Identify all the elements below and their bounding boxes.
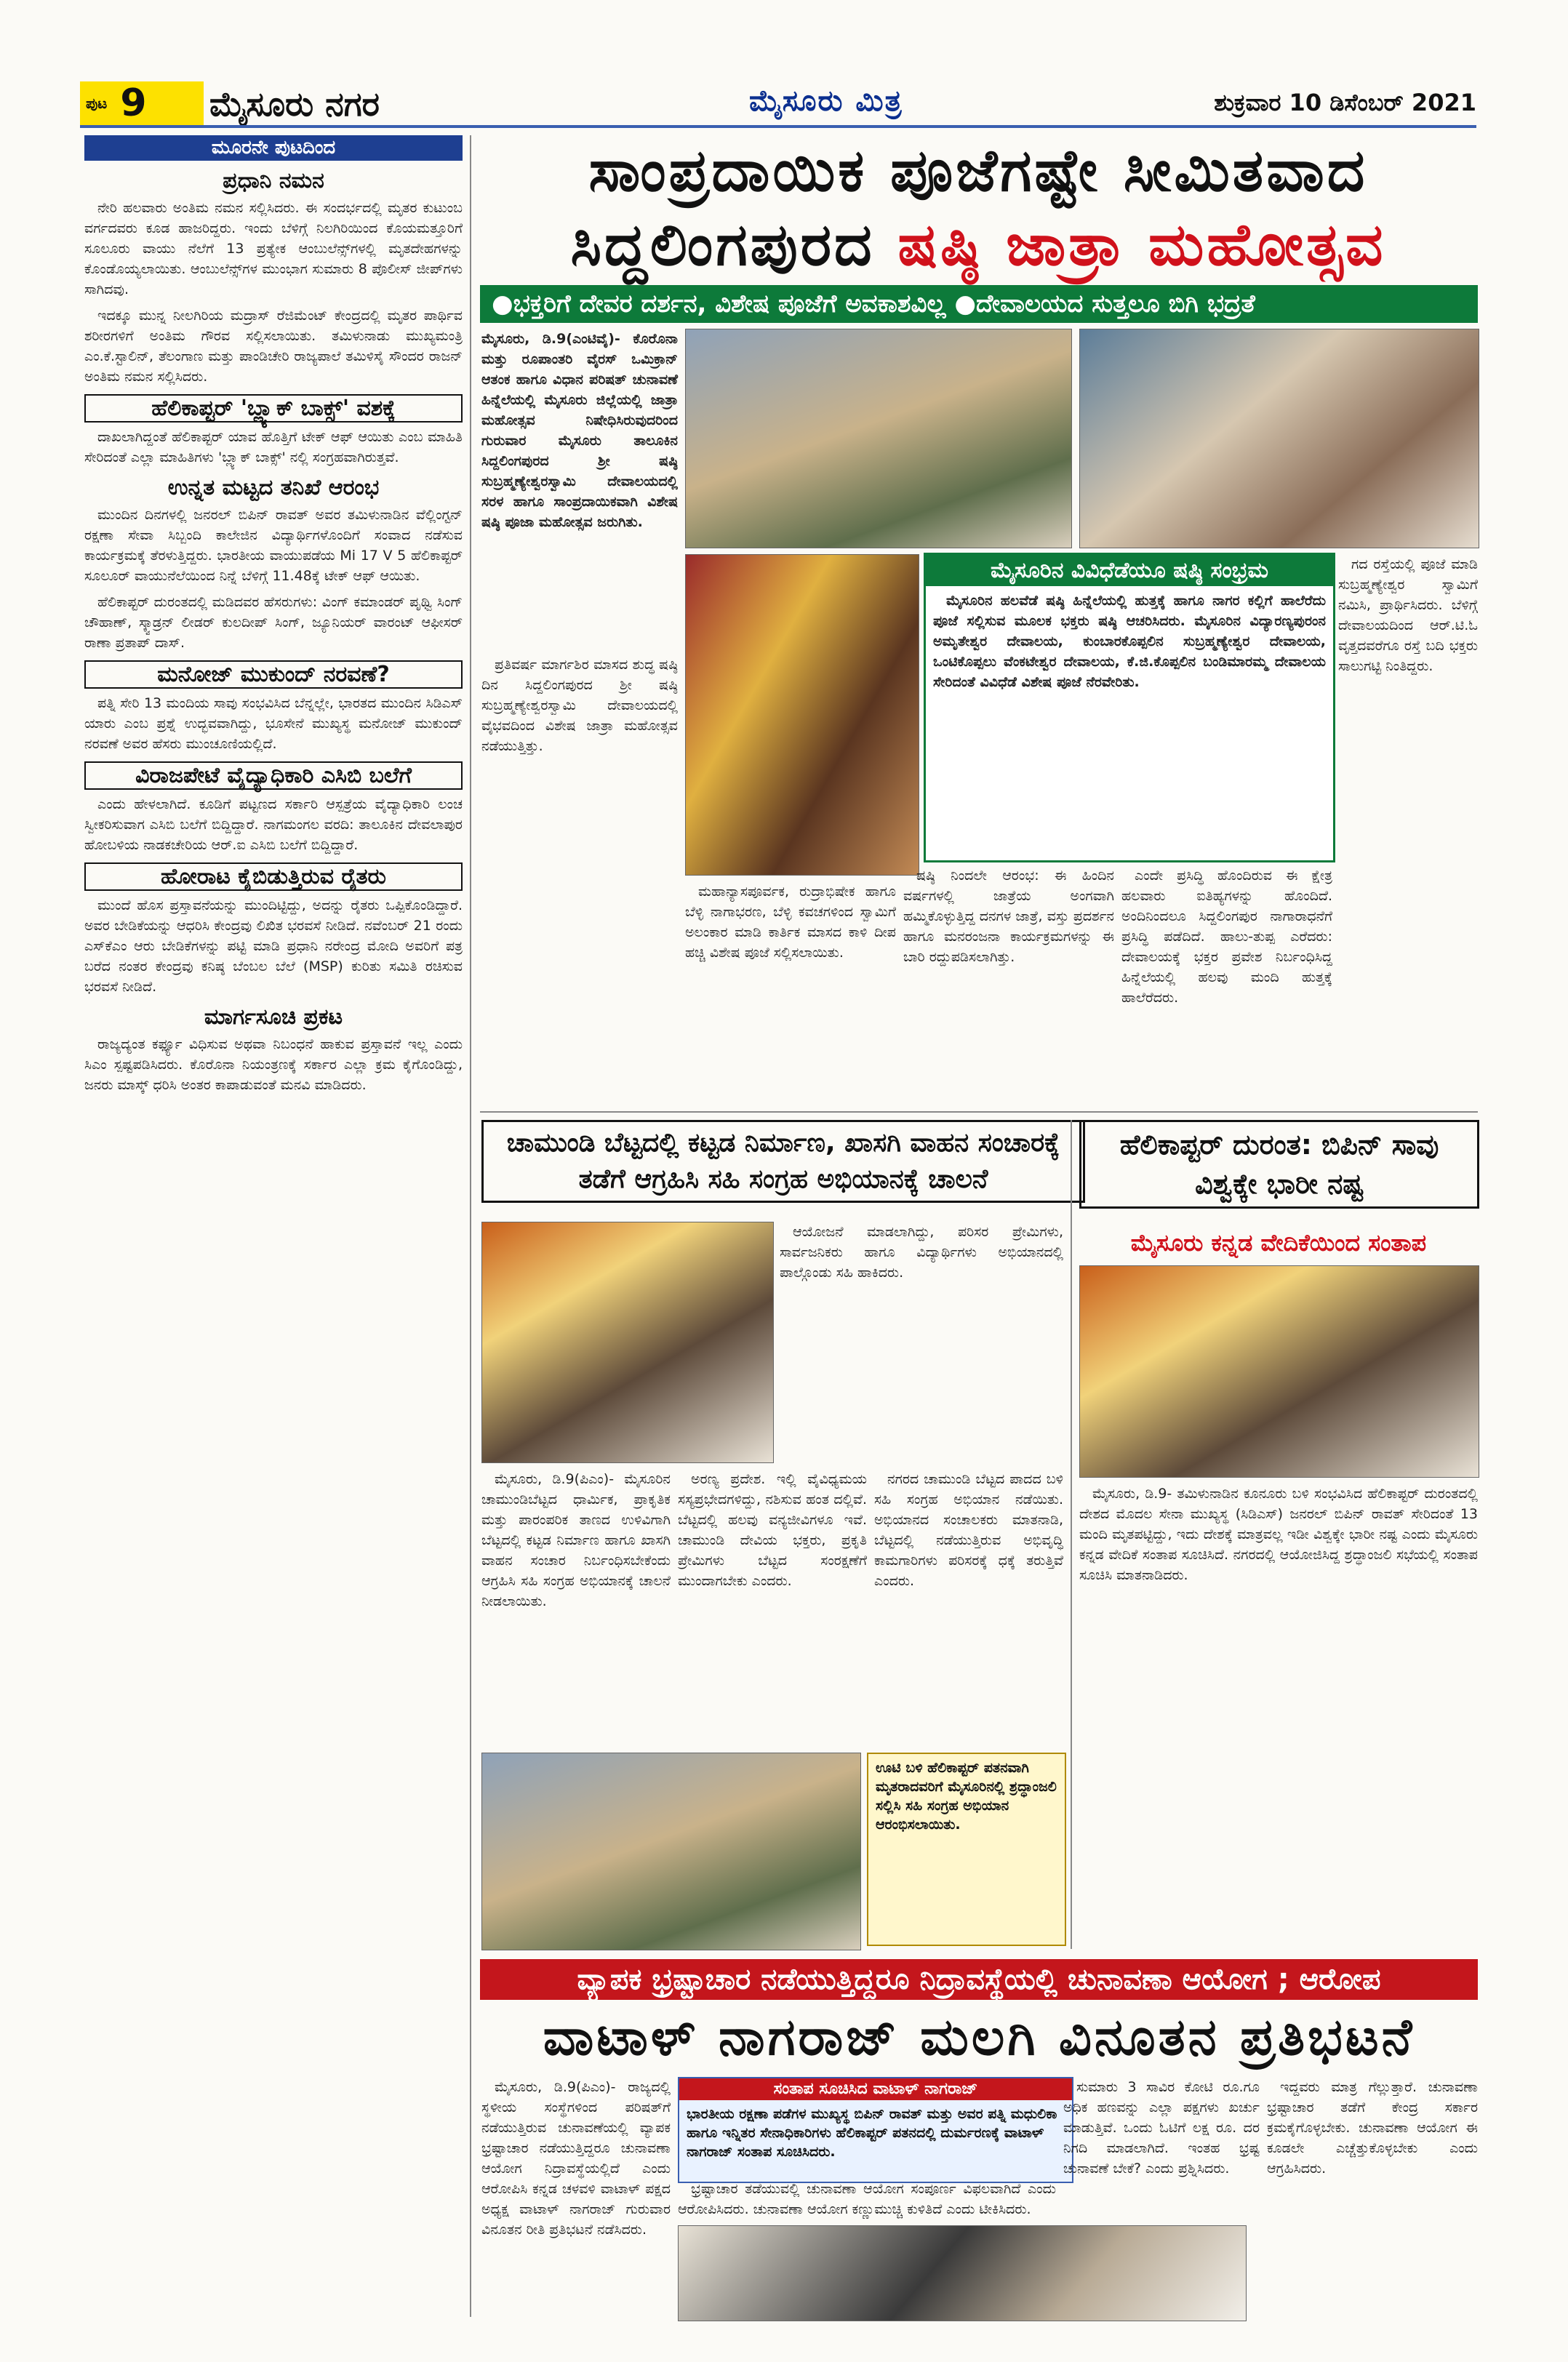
article-body xyxy=(84,895,463,997)
page-label: ಪುಟ xyxy=(86,95,108,112)
top-story-lead xyxy=(481,329,678,538)
paragraph: ಮೈಸೂರು, ಡಿ.9(ಪಿಎಂ)- ಮೈಸೂರಿನ ಚಾಮುಂಡಿಬೆಟ್ಟದ ಧಾರ್ಮಿಕ, ಪ್ರಾಕೃತಿಕ ಮತ್ತು ಪಾರಂಪರಿಕ ತಾಣದ ಉಳಿವಿಗಾಗಿ ಬೆಟ್ಟದಲ್ಲಿ ಕಟ್ಟಡ ನಿರ್ಮಾಣ ಹಾಗೂ ಖಾಸಗಿ ವಾಹನ ಸಂಚಾರ ನಿರ್ಬಂಧಿಸಬೇಕೆಂದು ಆಗ್ರಹಿಸಿ ಸಹಿ ಸಂಗ್ರಹ ಅಭಿಯಾನಕ್ಕೆ ಚಾಲನೆ ನೀಡಲಾಯಿತು. xyxy=(481,1471,671,1609)
chamundi-body-col2 xyxy=(481,1469,671,1745)
article-body xyxy=(84,794,463,855)
headline-plain-part: ಸಿದ್ದಲಿಂಗಪುರದ xyxy=(570,211,875,279)
article-head-black-box: ಹೆಲಿಕಾಪ್ಟರ್ 'ಬ್ಲ್ಯಾಕ್ ಬಾಕ್ಸ್' ವಶಕ್ಕೆ xyxy=(84,394,463,423)
top-story-body-col5 xyxy=(1338,554,1478,1107)
vatal-body-col1 xyxy=(481,2077,671,2317)
vatal-body-col2 xyxy=(678,2179,1056,2222)
column-divider xyxy=(470,135,471,2317)
top-story-body-col3 xyxy=(903,865,1114,1105)
paragraph: ಮೈಸೂರಿನ ಹಲವೆಡೆ ಷಷ್ಠಿ ಹಿನ್ನೆಲೆಯಲ್ಲಿ ಹುತ್ತಕ್ಕೆ ಹಾಗೂ ನಾಗರ ಕಲ್ಲಿಗೆ ಹಾಲೆರೆದು ಪೂಜೆ ಸಲ್ಲಿಸುವ ಮೂಲಕ ಭಕ್ತರು ಷಷ್ಠಿ ಆಚರಿಸಿದರು. ಮೈಸೂರಿನ ವಿದ್ಯಾರಣ್ಯಪುರಂನ ಅಮೃತೇಶ್ವರ ದೇವಾಲಯ, ಕುಂಬಾರಕೊಪ್ಪಲಿನ ಸುಬ್ರಹ್ಮಣ್ಯೇಶ್ವರ ದೇವಾಲಯ, ಒಂಟಿಕೊಪ್ಪಲು ವೆಂಕಟೇಶ್ವರ ದೇವಾಲಯ, ಕೆ.ಜಿ.ಕೊಪ್ಪಲಿನ ಬಂಡಿಮಾರಮ್ಮ ದೇವಾಲಯ ಸೇರಿದಂತೆ ವಿವಿಧೆಡೆ ವಿಶೇಷ ಪೂಜೆ ನೆರವೇರಿತು. xyxy=(933,593,1326,690)
section-name: ಮೈಸೂರು ನಗರ xyxy=(209,84,380,124)
paragraph: ಅರಣ್ಯ ಪ್ರದೇಶ. ಇಲ್ಲಿ ವೈವಿಧ್ಯಮಯ ಸಸ್ಯಪ್ರಭೇದಗಳಿದ್ದು, ನಶಿಸುವ ಹಂತ ದಲ್ಲಿವೆ. ಬೆಟ್ಟದಲ್ಲಿ ಹಲವು ವನ್ಯಜೀವಿಗಳೂ ಇವೆ. ಚಾಮುಂಡಿ ದೇವಿಯ ಭಕ್ತರು, ಪ್ರಕೃತಿ ಪ್ರೇಮಿಗಳು ಬೆಟ್ಟದ ಸಂರಕ್ಷಣೆಗೆ ಮುಂದಾಗಬೇಕು ಎಂದರು. xyxy=(678,1471,867,1589)
article-body xyxy=(84,693,463,754)
vatal-body-col4 xyxy=(1267,2077,1478,2317)
masthead: ಮೈಸೂರು ಮಿತ್ರ xyxy=(749,84,903,118)
shashti-inset-box xyxy=(924,553,1335,862)
continued-label: ಮೂರನೇ ಪುಟದಿಂದ xyxy=(84,135,463,161)
header-rule xyxy=(80,125,1476,128)
paragraph: ಷಷ್ಠಿ ನಿಂದಲೇ ಆರಂಭ: ಈ ಹಿಂದಿನ ವರ್ಷಗಳಲ್ಲಿ ಜಾತ್ರೆಯ ಅಂಗವಾಗಿ ಹಮ್ಮಿಕೊಳ್ಳುತ್ತಿದ್ದ ದನಗಳ ಜಾತ್ರೆ, ವಸ್ತು ಪ್ರದರ್ಶನ ಹಾಗೂ ಮನರಂಜನಾ ಕಾರ್ಯಕ್ರಮಗಳನ್ನು ಈ ಬಾರಿ ರದ್ದುಪಡಿಸಲಾಗಿತ್ತು. xyxy=(903,868,1114,965)
headline-red-part: ಷಷ್ಠಿ ಜಾತ್ರಾ ಮಹೋತ್ಸವ xyxy=(897,211,1386,279)
paragraph: ಗದ ರಸ್ತೆಯಲ್ಲಿ ಪೂಜೆ ಮಾಡಿ ಸುಬ್ರಹ್ಮಣ್ಯೇಶ್ವರ ಸ್ವಾಮಿಗೆ ನಮಿಸಿ, ಪ್ರಾರ್ಥಿಸಿದರು. ಬೆಳಿಗ್ಗೆ ದೇವಾಲಯದಿಂದ ಆರ್.ಟಿ.ಓ ವೃತ್ತದವರೆಗೂ ರಸ್ತೆ ಬದಿ ಭಕ್ತರು ಸಾಲುಗಟ್ಟಿ ನಿಂತಿದ್ದರು. xyxy=(1338,556,1478,674)
paragraph: ಭ್ರಷ್ಟಾಚಾರ ತಡೆಯುವಲ್ಲಿ ಚುನಾವಣಾ ಆಯೋಗ ಸಂಪೂರ್ಣ ವಿಫಲವಾಗಿದೆ ಎಂದು ಆರೋಪಿಸಿದರು. ಚುನಾವಣಾ ಆಯೋಗ ಕಣ್ಣುಮುಚ್ಚಿ ಕುಳಿತಿದೆ ಎಂದು ಟೀಕಿಸಿದರು. xyxy=(678,2181,1056,2217)
dateline: ಶುಕ್ರವಾರ 10 ಡಿಸೆಂಬರ್ 2021 xyxy=(1214,89,1476,116)
top-story-headline-line1: ಸಾಂಪ್ರದಾಯಿಕ ಪೂಜೆಗಷ್ಟೇ ಸೀಮಿತವಾದ xyxy=(588,137,1368,204)
paragraph: ಎಂದೇ ಪ್ರಸಿದ್ಧಿ ಹೊಂದಿರುವ ಈ ಕ್ಷೇತ್ರ ಹಲವಾರು ಐತಿಹ್ಯಗಳನ್ನು ಹೊಂದಿದೆ. ಅಂದಿನಿಂದಲೂ ಸಿದ್ದಲಿಂಗಪುರ ನಾಗಾರಾಧನೆಗೆ ಪ್ರಸಿದ್ಧಿ ಪಡೆದಿದೆ. ಹಾಲು-ತುಪ್ಪ ಎರೆದರು: ದೇವಾಲಯಕ್ಕೆ ಭಕ್ತರ ಪ್ರವೇಶ ನಿರ್ಬಂಧಿಸಿದ್ದ ಹಿನ್ನೆಲೆಯಲ್ಲಿ ಹಲವು ಮಂದಿ ಹುತ್ತಕ್ಕೆ ಹಾಲೆರೆದರು. xyxy=(1121,868,1332,1006)
signature-campaign-photo xyxy=(481,1222,774,1463)
tribute-photo-caption: ಊಟಿ ಬಳಿ ಹೆಲಿಕಾಪ್ಟರ್ ಪತನವಾಗಿ ಮೃತರಾದವರಿಗೆ ಮೈಸೂರಿನಲ್ಲಿ ಶ್ರದ್ಧಾಂಜಲಿ ಸಲ್ಲಿಸಿ ಸಹಿ ಸಂಗ್ರಹ ಅಭಿಯಾನ ಆರಂಭಿಸಲಾಯಿತು. xyxy=(867,1753,1066,1946)
paragraph: ರಾಜ್ಯದ್ಯಂತ ಕರ್ಫ್ಯೂ ವಿಧಿಸುವ ಅಥವಾ ನಿಬಂಧನೆ ಹಾಕುವ ಪ್ರಸ್ತಾವನೆ ಇಲ್ಲ ಎಂದು ಸಿಎಂ ಸ್ಪಷ್ಟಪಡಿಸಿದರು. ಕೊರೊನಾ ನಿಯಂತ್ರಣಕ್ಕೆ ಸರ್ಕಾರ ಎಲ್ಲಾ ಕ್ರಮ ಕೈಗೊಂಡಿದ್ದು, ಜನರು ಮಾಸ್ಕ್ ಧರಿಸಿ ಅಂತರ ಕಾಪಾಡುವಂತೆ ಮನವಿ ಮಾಡಿದರು. xyxy=(84,1036,463,1093)
paragraph: ಪತ್ನಿ ಸೇರಿ 13 ಮಂದಿಯ ಸಾವು ಸಂಭವಿಸಿದ ಬೆನ್ನಲ್ಲೇ, ಭಾರತದ ಮುಂದಿನ ಸಿಡಿಎಸ್ ಯಾರು ಎಂಬ ಪ್ರಶ್ನೆ ಉದ್ಭವವಾಗಿದ್ದು, ಭೂಸೇನೆ ಮುಖ್ಯಸ್ಥ ಮನೋಜ್ ಮುಕುಂದ್ ನರವಣೆ ಅವರ ಹೆಸರು ಮುಂಚೂಣಿಯಲ್ಲಿದೆ. xyxy=(84,695,463,752)
vatal-kicker: ವ್ಯಾಪಕ ಭ್ರಷ್ಟಾಚಾರ ನಡೆಯುತ್ತಿದ್ದರೂ ನಿದ್ರಾವಸ್ಥೆಯಲ್ಲಿ ಚುನಾವಣಾ ಆಯೋಗ ; ಆರೋಪ xyxy=(480,1959,1478,2000)
tribute-photo xyxy=(481,1753,861,1950)
left-column xyxy=(84,135,463,2317)
article-body xyxy=(84,198,463,387)
box-body: ಭಾರತೀಯ ರಕ್ಷಣಾ ಪಡೆಗಳ ಮುಖ್ಯಸ್ಥ ಬಿಪಿನ್ ರಾವತ್ ಮತ್ತು ಅವರ ಪತ್ನಿ ಮಧುಲಿಕಾ ಹಾಗೂ ಇನ್ನಿತರ ಸೇನಾಧಿಕಾರಿಗಳು ಹೆಲಿಕಾಪ್ಟರ್ ಪತನದಲ್ಲಿ ದುರ್ಮರಣಕ್ಕೆ ವಾಟಾಳ್ ನಾಗರಾಜ್ ಸಂತಾಪ ಸೂಚಿಸಿದರು. xyxy=(687,2106,1057,2160)
chamundi-body-col1 xyxy=(780,1222,1063,1462)
deity-decoration-photo xyxy=(685,554,919,876)
paragraph: ಮಹಾನ್ಯಾಸಪೂರ್ವಕ, ರುದ್ರಾಭಿಷೇಕ ಹಾಗೂ ಬೆಳ್ಳಿ ನಾಗಾಭರಣ, ಬೆಳ್ಳಿ ಕವಚಗಳಿಂದ ಸ್ವಾಮಿಗೆ ಅಲಂಕಾರ ಮಾಡಿ ಕಾರ್ತಿಕ ಮಾಸದ ಕಾಳಿ ದೀಪ ಹಚ್ಚಿ ವಿಶೇಷ ಪೂಜೆ ಸಲ್ಲಿಸಲಾಯಿತು. xyxy=(685,884,896,961)
top-story-body-col4 xyxy=(1121,865,1332,1105)
box-title: ಸಂತಾಪ ಸೂಚಿಸಿದ ವಾಟಾಳ್ ನಾಗರಾಜ್ xyxy=(679,2078,1072,2100)
article-body xyxy=(84,505,463,653)
vatal-headline: ವಾಟಾಳ್ ನಾಗರಾಜ್ ಮಲಗಿ ವಿನೂತನ ಪ್ರತಿಭಟನೆ xyxy=(543,2007,1415,2067)
vatal-body-col3 xyxy=(1063,2077,1260,2222)
paragraph: ಮೈಸೂರು, ಡಿ.9- ತಮಿಳುನಾಡಿನ ಕೂನೂರು ಬಳಿ ಸಂಭವಿಸಿದ ಹೆಲಿಕಾಪ್ಟರ್ ದುರಂತದಲ್ಲಿ ದೇಶದ ಮೊದಲ ಸೇನಾ ಮುಖ್ಯಸ್ಥ (ಸಿಡಿಎಸ್) ಜನರಲ್ ಬಿಪಿನ್ ರಾವತ್ ಸೇರಿದಂತೆ 13 ಮಂದಿ ಮೃತಪಟ್ಟಿದ್ದು, ಇದು ದೇಶಕ್ಕೆ ಮಾತ್ರವಲ್ಲ ಇಡೀ ವಿಶ್ವಕ್ಕೇ ಭಾರೀ ನಷ್ಟ ಎಂದು ಮೈಸೂರು ಕನ್ನಡ ವೇದಿಕೆ ಸಂತಾಪ ಸೂಚಿಸಿದೆ. ನಗರದಲ್ಲಿ ಆಯೋಜಿಸಿದ್ದ ಶ್ರದ್ಧಾಂಜಲಿ ಸಭೆಯಲ್ಲಿ ಸಂತಾಪ ಸೂಚಿಸಿ ಮಾತನಾಡಿದರು. xyxy=(1079,1486,1478,1583)
page-number: 9 xyxy=(120,81,147,125)
paragraph: ದಾಖಲಾಗಿದ್ದಂತೆ ಹೆಲಿಕಾಪ್ಟರ್ ಯಾವ ಹೊತ್ತಿಗೆ ಟೇಕ್ ಆಫ್ ಆಯಿತು ಎಂಬ ಮಾಹಿತಿ ಸೇರಿದಂತೆ ಎಲ್ಲಾ ಮಾಹಿತಿಗಳು 'ಬ್ಲ್ಯಾಕ್ ಬಾಕ್ಸ್' ನಲ್ಲಿ ಸಂಗ್ರಹವಾಗಿರುತ್ತವೆ. xyxy=(84,429,463,465)
paragraph: ನಗರದ ಚಾಮುಂಡಿ ಬೆಟ್ಟದ ಪಾದದ ಬಳಿ ಸಹಿ ಸಂಗ್ರಹ ಅಭಿಯಾನ ನಡೆಯಿತು. ಅಭಿಯಾನದ ಸಂಚಾಲಕರು ಮಾತನಾಡಿ, ಬೆಟ್ಟದಲ್ಲಿ ನಡೆಯುತ್ತಿರುವ ಅಭಿವೃದ್ಧಿ ಕಾಮಗಾರಿಗಳು ಪರಿಸರಕ್ಕೆ ಧಕ್ಕೆ ತರುತ್ತಿವೆ ಎಂದರು. xyxy=(874,1471,1063,1589)
top-story-body-col1 xyxy=(481,654,678,1105)
section-divider xyxy=(480,1111,1478,1113)
column-divider xyxy=(1071,1120,1072,1949)
paragraph: ಮುಂದಿನ ದಿನಗಳಲ್ಲಿ ಜನರಲ್ ಬಿಪಿನ್ ರಾವತ್ ಅವರ ತಮಿಳುನಾಡಿನ ವೆಲ್ಲಿಂಗ್ಟನ್ ರಕ್ಷಣಾ ಸೇವಾ ಸಿಬ್ಬಂದಿ ಕಾಲೇಜಿನ ವಿದ್ಯಾರ್ಥಿಗಳೊಂದಿಗೆ ಸಂವಾದ ನಡೆಸುವ ಕಾರ್ಯಕ್ರಮಕ್ಕೆ ತೆರಳುತ್ತಿದ್ದರು. ಭಾರತೀಯ ವಾಯುಪಡೆಯ Mi 17 V 5 ಹೆಲಿಕಾಪ್ಟರ್ ಸೂಲೂರ್ ವಾಯುನೆಲೆಯಿಂದ ನಿನ್ನೆ ಬೆಳಿಗ್ಗೆ 11.48ಕ್ಕೆ ಟೇಕ್ ಆಫ್ ಆಯಿತು. xyxy=(84,507,463,584)
vatal-lying-protest-photo xyxy=(678,2225,1247,2321)
article-head-guidelines: ಮಾರ್ಗಸೂಚಿ ಪ್ರಕಟ xyxy=(204,1004,343,1030)
lead-paragraph: ಮೈಸೂರು, ಡಿ.9(ಎಂಟಿವೈ)- ಕೊರೊನಾ ಮತ್ತು ರೂಪಾಂತರಿ ವೈರಸ್ ಒಮಿಕ್ರಾನ್ ಆತಂಕ ಹಾಗೂ ವಿಧಾನ ಪರಿಷತ್ ಚುನಾವಣೆ ಹಿನ್ನೆಲೆಯಲ್ಲಿ ಮೈಸೂರು ಜಿಲ್ಲೆಯಲ್ಲಿ ಜಾತ್ರಾ ಮಹೋತ್ಸವ ನಿಷೇಧಿಸಿರುವುದರಿಂದ ಗುರುವಾರ ಮೈಸೂರು ತಾಲೂಕಿನ ಸಿದ್ದಲಿಂಗಪುರದ ಶ್ರೀ ಷಷ್ಠಿ ಸುಬ್ರಹ್ಮಣ್ಯೇಶ್ವರಸ್ವಾಮಿ ದೇವಾಲಯದಲ್ಲಿ ಸರಳ ಹಾಗೂ ಸಾಂಪ್ರದಾಯಿಕವಾಗಿ ವಿಶೇಷ ಷಷ್ಠಿ ಪೂಜಾ ಮಹೋತ್ಸವ ಜರುಗಿತು. xyxy=(481,331,678,530)
paragraph: ಇದ್ದವರು ಮಾತ್ರ ಗೆಲ್ಲುತ್ತಾರೆ. ಚುನಾವಣಾ ಭ್ರಷ್ಟಾಚಾರ ತಡೆಗೆ ಕೇಂದ್ರ ಸರ್ಕಾರ ಕ್ರಮಕೈಗೊಳ್ಳಬೇಕು. ಚುನಾವಣಾ ಆಯೋಗ ಈ ಕೂಡಲೇ ಎಚ್ಚೆತ್ತುಕೊಳ್ಳಬೇಕು ಎಂದು ಆಗ್ರಹಿಸಿದರು. xyxy=(1267,2079,1478,2177)
inset-title: ಮೈಸೂರಿನ ವಿವಿಧೆಡೆಯೂ ಷಷ್ಠಿ ಸಂಭ್ರಮ xyxy=(926,555,1333,586)
paragraph: ಪ್ರತಿವರ್ಷ ಮಾರ್ಗಶಿರ ಮಾಸದ ಶುದ್ಧ ಷಷ್ಠಿ ದಿನ ಸಿದ್ದಲಿಂಗಪುರದ ಶ್ರೀ ಷಷ್ಠಿ ಸುಬ್ರಹ್ಮಣ್ಯೇಶ್ವರಸ್ವಾಮಿ ದೇವಾಲಯದಲ್ಲಿ ವೈಭವದಿಂದ ವಿಶೇಷ ಜಾತ್ರಾ ಮಹೋತ್ಸವ ನಡೆಯುತ್ತಿತ್ತು. xyxy=(481,657,678,754)
vatal-condolence-box xyxy=(678,2077,1073,2183)
top-story-headline-line2 xyxy=(480,209,1476,281)
article-head-farmers: ಹೋರಾಟ ಕೈಬಿಡುತ್ತಿರುವ ರೈತರು xyxy=(84,862,463,891)
article-head-pm-tribute: ಪ್ರಧಾನಿ ನಮನ xyxy=(223,168,324,193)
top-story-highlight-strip: ●ಭಕ್ತರಿಗೆ ದೇವರ ದರ್ಶನ, ವಿಶೇಷ ಪೂಜೆಗೆ ಅವಕಾಶವಿಲ್ಲ ●ದೇವಾಲಯದ ಸುತ್ತಲೂ ಬಿಗಿ ಭದ್ರತೆ xyxy=(480,285,1478,323)
inset-body xyxy=(926,586,1333,702)
paragraph: ಇದಕ್ಕೂ ಮುನ್ನ ನೀಲಗಿರಿಯ ಮದ್ರಾಸ್ ರೆಜಿಮೆಂಟ್ ಕೇಂದ್ರದಲ್ಲಿ ಮೃತರ ಪಾರ್ಥಿವ ಶರೀರಗಳಿಗೆ ಅಂತಿಮ ಗೌರವ ಸಲ್ಲಿಸಲಾಯಿತು. ತಮಿಳುನಾಡು ಮುಖ್ಯಮಂತ್ರಿ ಎಂ.ಕೆ.ಸ್ಟಾಲಿನ್, ತೆಲಂಗಾಣ ಮತ್ತು ಪಾಂಡಿಚೇರಿ ರಾಜ್ಯಪಾಲೆ ತಮಿಳಿಸೈ ಸೌಂದರ ರಾಜನ್ ಅಂತಿಮ ನಮನ ಸಲ್ಲಿಸಿದರು. xyxy=(84,308,463,385)
kannada-vedike-tribute-photo xyxy=(1079,1265,1479,1478)
paragraph: ಆಯೋಜನೆ ಮಾಡಲಾಗಿದ್ದು, ಪರಿಸರ ಪ್ರೇಮಿಗಳು, ಸಾರ್ವಜನಿಕರು ಹಾಗೂ ವಿದ್ಯಾರ್ಥಿಗಳು ಅಭಿಯಾನದಲ್ಲಿ ಪಾಲ್ಗೊಂಡು ಸಹಿ ಹಾಕಿದರು. xyxy=(780,1224,1063,1281)
paragraph: ಮೈಸೂರು, ಡಿ.9(ಪಿಎಂ)- ರಾಜ್ಯದಲ್ಲಿ ಸ್ಥಳೀಯ ಸಂಸ್ಥೆಗಳಿಂದ ಪರಿಷತ್‌ಗೆ ನಡೆಯುತ್ತಿರುವ ಚುನಾವಣೆಯಲ್ಲಿ ವ್ಯಾಪಕ ಭ್ರಷ್ಟಾಚಾರ ನಡೆಯುತ್ತಿದ್ದರೂ ಚುನಾವಣಾ ಆಯೋಗ ನಿದ್ರಾವಸ್ಥೆಯಲ್ಲಿದೆ ಎಂದು ಆರೋಪಿಸಿ ಕನ್ನಡ ಚಳವಳಿ ವಾಟಾಳ್ ಪಕ್ಷದ ಅಧ್ಯಕ್ಷ ವಾಟಾಳ್ ನಾಗರಾಜ್ ಗುರುವಾರ ವಿನೂತನ ರೀತಿ ಪ್ರತಿಭಟನೆ ನಡೆಸಿದರು. xyxy=(481,2079,671,2238)
page-number-badge xyxy=(80,81,204,125)
paragraph: ನೇರಿ ಹಲವಾರು ಅಂತಿಮ ನಮನ ಸಲ್ಲಿಸಿದರು. ಈ ಸಂದರ್ಭದಲ್ಲಿ ಮೃತರ ಕುಟುಂಬ ವರ್ಗದವರು ಕೂಡ ಹಾಜರಿದ್ದರು. ಇಂದು ಬೆಳಿಗ್ಗೆ ನಿಲಗಿರಿಯಿಂದ ಕೊಯಮತ್ತೂರಿಗೆ ಸೂಲೂರು ವಾಯು ನೆಲೆಗೆ 13 ಪ್ರತ್ಯೇಕ ಆಂಬುಲೆನ್ಸ್‌ಗಳಲ್ಲಿ ಮೃತದೇಹಗಳನ್ನು ಕೊಂಡೊಯ್ಯಲಾಯಿತು. ಆಂಬುಲೆನ್ಸ್‌ಗಳ ಮುಂಭಾಗ ಸುಮಾರು 8 ಪೊಲೀಸ್ ಜೀಪ್‌ಗಳು ಸಾಗಿದವು. xyxy=(84,200,463,297)
helicopter-body xyxy=(1079,1484,1478,1949)
chamundi-body-col4 xyxy=(874,1469,1063,1745)
helicopter-headline: ಹೆಲಿಕಾಪ್ಟರ್ ದುರಂತ: ಬಿಪಿನ್ ಸಾವು ವಿಶ್ವಕ್ಕೇ ಭಾರೀ ನಷ್ಟ xyxy=(1079,1120,1479,1209)
article-head-naravane: ಮನೋಜ್ ಮುಕುಂದ್ ನರವಣೆ? xyxy=(84,660,463,689)
top-story-body-col2 xyxy=(685,881,896,1107)
chamundi-body-col3 xyxy=(678,1469,867,1745)
helicopter-subhead: ಮೈಸೂರು ಕನ್ನಡ ವೇದಿಕೆಯಿಂದ ಸಂತಾಪ xyxy=(1130,1229,1427,1257)
paragraph: ಮುಂದೆ ಹೊಸ ಪ್ರಸ್ತಾವನೆಯನ್ನು ಮುಂದಿಟ್ಟಿದ್ದು, ಅದನ್ನು ರೈತರು ಒಪ್ಪಿಕೊಂಡಿದ್ದಾರೆ. ಅವರ ಬೇಡಿಕೆಯನ್ನು ಆಧರಿಸಿ ಕೇಂದ್ರವು ಲಿಖಿತ ಭರವಸೆ ನೀಡಿದೆ. ನವೆಂಬರ್ 21 ರಂದು ಎಸ್‌ಕೆಎಂ ಆರು ಬೇಡಿಕೆಗಳನ್ನು ಪಟ್ಟಿ ಮಾಡಿ ಪ್ರಧಾನಿ ನರೇಂದ್ರ ಮೋದಿ ಅವರಿಗೆ ಪತ್ರ ಬರೆದ ನಂತರ ಕೇಂದ್ರವು ಕನಿಷ್ಠ ಬೆಂಬಲ ಬೆಲೆ (MSP) ಕುರಿತು ಸಮಿತಿ ರಚಿಸುವ ಭರವಸೆ ನೀಡಿದೆ. xyxy=(84,897,463,995)
article-body xyxy=(84,427,463,468)
article-body xyxy=(84,1034,463,1095)
article-head-probe: ಉನ್ನತ ಮಟ್ಟದ ತನಿಖೆ ಆರಂಭ xyxy=(167,475,380,500)
article-head-acb: ವಿರಾಜಪೇಟೆ ವೈದ್ಯಾಧಿಕಾರಿ ಎಸಿಬಿ ಬಲೆಗೆ xyxy=(84,761,463,790)
roadside-devotees-photo xyxy=(1079,329,1479,548)
temple-crowd-photo xyxy=(685,329,1072,548)
chamundi-headline: ಚಾಮುಂಡಿ ಬೆಟ್ಟದಲ್ಲಿ ಕಟ್ಟಡ ನಿರ್ಮಾಣ, ಖಾಸಗಿ ವಾಹನ ಸಂಚಾರಕ್ಕೆ ತಡೆಗೆ ಆಗ್ರಹಿಸಿ ಸಹಿ ಸಂಗ್ರಹ ಅಭಿಯಾನಕ್ಕೆ ಚಾಲನೆ xyxy=(481,1120,1085,1203)
page-header xyxy=(80,81,1476,128)
paragraph: ಸುಮಾರು 3 ಸಾವಿರ ಕೋಟಿ ರೂ.ಗೂ ಅಧಿಕ ಹಣವನ್ನು ಎಲ್ಲಾ ಪಕ್ಷಗಳು ಖರ್ಚು ಮಾಡುತ್ತಿವೆ. ಒಂದು ಓಟಿಗೆ ಲಕ್ಷ ರೂ. ದರ ನಿಗದಿ ಮಾಡಲಾಗಿದೆ. ಇಂತಹ ಭ್ರಷ್ಟ ಚುನಾವಣೆ ಬೇಕೆ? ಎಂದು ಪ್ರಶ್ನಿಸಿದರು. xyxy=(1063,2079,1260,2177)
paragraph: ಎಂದು ಹೇಳಲಾಗಿದೆ. ಕೂಡಿಗೆ ಪಟ್ಟಣದ ಸರ್ಕಾರಿ ಆಸ್ಪತ್ರೆಯ ವೈದ್ಯಾಧಿಕಾರಿ ಲಂಚ ಸ್ವೀಕರಿಸುವಾಗ ಎಸಿಬಿ ಬಲೆಗೆ ಬಿದ್ದಿದ್ದಾರೆ. ನಾಗಮಂಗಲ ವರದಿ: ತಾಲೂಕಿನ ದೇವಲಾಪುರ ಹೋಬಳಿಯ ನಾಡಕಚೇರಿಯ ಆರ್.ಐ ಎಸಿಬಿ ಬಲೆಗೆ ಬಿದ್ದಿದ್ದಾರೆ. xyxy=(84,796,463,853)
paragraph: ಹೆಲಿಕಾಪ್ಟರ್ ದುರಂತದಲ್ಲಿ ಮಡಿದವರ ಹೆಸರುಗಳು: ವಿಂಗ್ ಕಮಾಂಡರ್ ಪೃಥ್ವಿ ಸಿಂಗ್ ಚೌಹಾಣ್, ಸ್ಕ್ವಾಡ್ರನ್ ಲೀಡರ್ ಕುಲದೀಪ್ ಸಿಂಗ್, ಜ್ಯೂನಿಯರ್ ವಾರಂಟ್ ಆಫೀಸರ್ ರಾಣಾ ಪ್ರತಾಪ್ ದಾಸ್. xyxy=(84,594,463,651)
